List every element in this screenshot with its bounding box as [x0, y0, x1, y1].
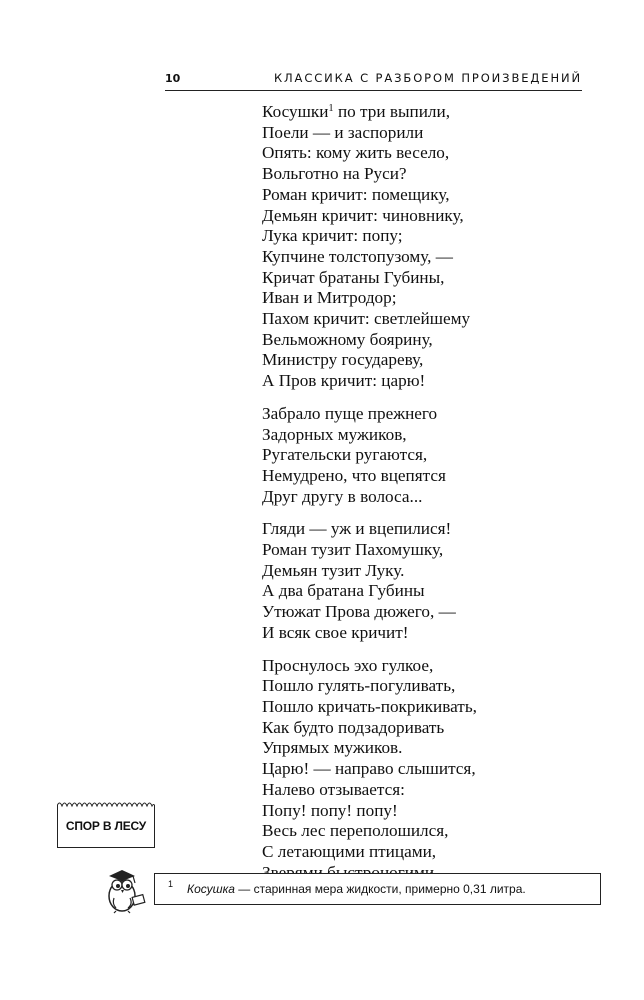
poem-line: С летающими птицами,	[262, 841, 437, 861]
poem-line: Друг другу в волоса...	[262, 486, 423, 506]
poem-line: А Пров кричит: царю!	[262, 371, 426, 391]
poem-line: Демьян тузит Луку.	[262, 560, 405, 580]
stanza	[262, 102, 592, 392]
poem-line: Роман тузит Пахомушку,	[262, 540, 444, 560]
poem-line: А два братана Губины	[262, 581, 425, 601]
poem-text	[262, 102, 592, 895]
poem-line: Немудрено, что вцепятся	[262, 465, 446, 485]
poem-line: Лука кричит: попу;	[262, 226, 403, 246]
poem-line: Министру государеву,	[262, 350, 424, 370]
first-line-start: Косушки	[262, 102, 329, 121]
running-header	[165, 68, 582, 91]
section-tag-label: СПОР В ЛЕСУ	[65, 819, 147, 833]
stanza	[262, 519, 592, 643]
footnote-reference[interactable]: 1	[328, 103, 334, 114]
stanza	[262, 404, 592, 508]
poem-line: Как будто подзадоривать	[262, 717, 445, 737]
poem-line: Забрало пуще прежнего	[262, 403, 438, 423]
poem-line: Опять: кому жить весело,	[262, 143, 450, 163]
poem-line: Весь лес переполошился,	[262, 821, 449, 841]
poem-line: Упрямых мужиков.	[262, 738, 403, 758]
poem-line: Царю! — направо слышится,	[262, 759, 476, 779]
poem-line: Проснулось эхо гулкое,	[262, 655, 434, 675]
poem-line: Ругательски ругаются,	[262, 445, 428, 465]
running-title: КЛАССИКА С РАЗБОРОМ ПРОИЗВЕДЕНИЙ	[273, 71, 582, 85]
poem-line: И всяк свое кричит!	[262, 622, 409, 642]
poem-line: Задорных мужиков,	[262, 424, 407, 444]
poem-line: Купчине толстопузому, —	[262, 246, 453, 266]
footnote-text	[187, 882, 526, 896]
poem-line: Вельможному боярину,	[262, 329, 433, 349]
perforated-edge-icon	[57, 800, 155, 808]
first-line-end: по три выпили,	[333, 102, 450, 121]
poem-line: Пошло кричать-покрикивать,	[262, 696, 477, 716]
poem-line: Роман кричит: помещику,	[262, 184, 450, 204]
poem-line: Вольготно на Руси?	[262, 164, 407, 184]
footnote-definition: — старинная мера жидкости, примерно 0,31 литра.	[234, 882, 526, 896]
poem-line: Пахом кричит: светлейшему	[262, 309, 471, 329]
page-number: 10	[165, 72, 181, 85]
poem-line: Утюжат Прова дюжего, —	[262, 602, 456, 622]
owl-mascot-icon	[100, 866, 150, 914]
poem-line: Гляди — уж и вцепилися!	[262, 519, 452, 539]
poem-line: Пошло гулять-погуливать,	[262, 676, 456, 696]
stanza	[262, 656, 592, 884]
poem-line	[262, 102, 592, 123]
poem-line: Поели — и заспорили	[262, 122, 424, 142]
section-tag	[57, 805, 155, 848]
poem-line: Демьян кричит: чиновнику,	[262, 205, 464, 225]
poem-line: Иван и Митродор;	[262, 288, 397, 308]
footnote-term: Косушка	[187, 882, 235, 896]
footnote	[154, 873, 601, 905]
poem-line: Кричат братаны Губины,	[262, 267, 445, 287]
poem-line: Налево отзывается:	[262, 779, 405, 799]
poem-line: Попу! попу! попу!	[262, 800, 398, 820]
footnote-mark: 1	[168, 879, 174, 889]
